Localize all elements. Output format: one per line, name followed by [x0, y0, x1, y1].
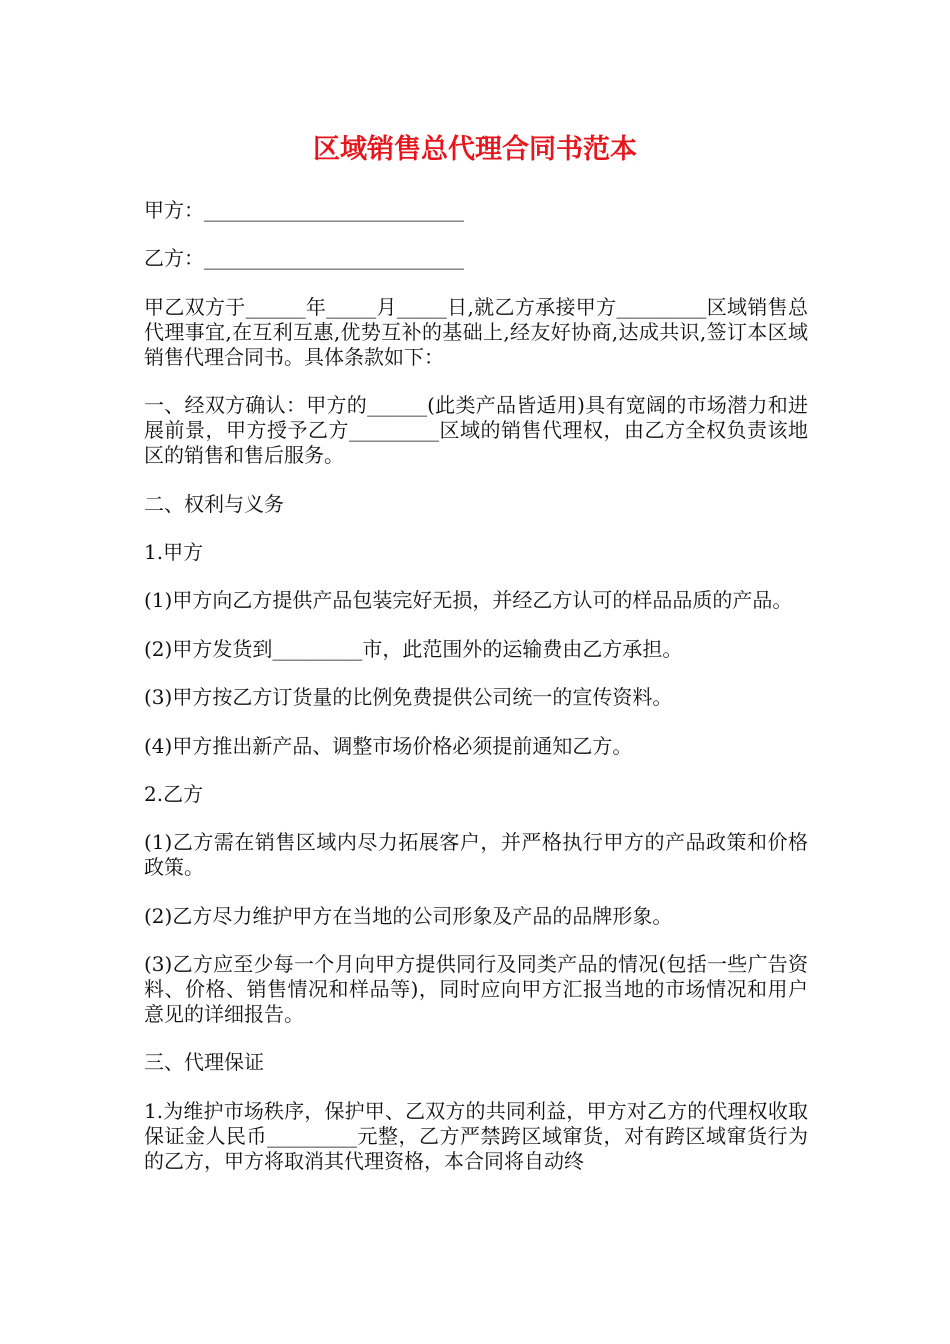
party-b-line: 乙方：__________________________: [144, 246, 464, 271]
party-b-item-3: (3)乙方应至少每一个月向甲方提供同行及同类产品的情况(包括一些广告资料、价格、销售情况和样品等)，同时应向甲方汇报当地的市场情况和用户意见的详细报告。: [144, 952, 808, 1027]
subsection-party-b: 2.乙方: [144, 781, 204, 806]
intro-paragraph: 甲乙双方于______年_____月_____日,就乙方承接甲方_________区域销售总代理事宜,在互利互惠,优势互补的基础上,经友好协商,达成共识,签订本区域销售代理合同书。具体条款如下：: [144, 294, 808, 369]
party-b-item-2: (2)乙方尽力维护甲方在当地的公司形象及产品的品牌形象。: [144, 903, 673, 928]
clause-1: 一、经双方确认：甲方的______(此类产品皆适用)具有宽阔的市场潜力和进展前景，甲方授予乙方_________区域的销售代理权，由乙方全权负责该地区的销售和售后服务。: [144, 393, 808, 468]
party-a-item-3: (3)甲方按乙方订货量的比例免费提供公司统一的宣传资料。: [144, 685, 673, 710]
party-a-item-2: (2)甲方发货到_________市，此范围外的运输费由乙方承担。: [144, 636, 683, 661]
section-heading-guarantee: 三、代理保证: [144, 1050, 264, 1075]
document-title: 区域销售总代理合同书范本: [313, 134, 637, 165]
party-a-item-4: (4)甲方推出新产品、调整市场价格必须提前通知乙方。: [144, 733, 633, 758]
subsection-party-a: 1.甲方: [144, 539, 204, 564]
document-body: [144, 198, 808, 1197]
party-a-line: 甲方：__________________________: [144, 198, 464, 222]
party-a-item-1: (1)甲方向乙方提供产品包装完好无损，并经乙方认可的样品品质的产品。: [144, 588, 793, 613]
guarantee-item-1: 1.为维护市场秩序，保护甲、乙双方的共同利益，甲方对乙方的代理权收取保证金人民币_________元整，乙方严禁跨区域窜货，对有跨区域窜货行为的乙方，甲方将取消其代理资格，本合同将自动终: [144, 1098, 808, 1173]
party-b-item-1: (1)乙方需在销售区域内尽力拓展客户，并严格执行甲方的产品政策和价格政策。: [144, 830, 808, 880]
section-heading-rights: 二、权利与义务: [144, 491, 284, 516]
